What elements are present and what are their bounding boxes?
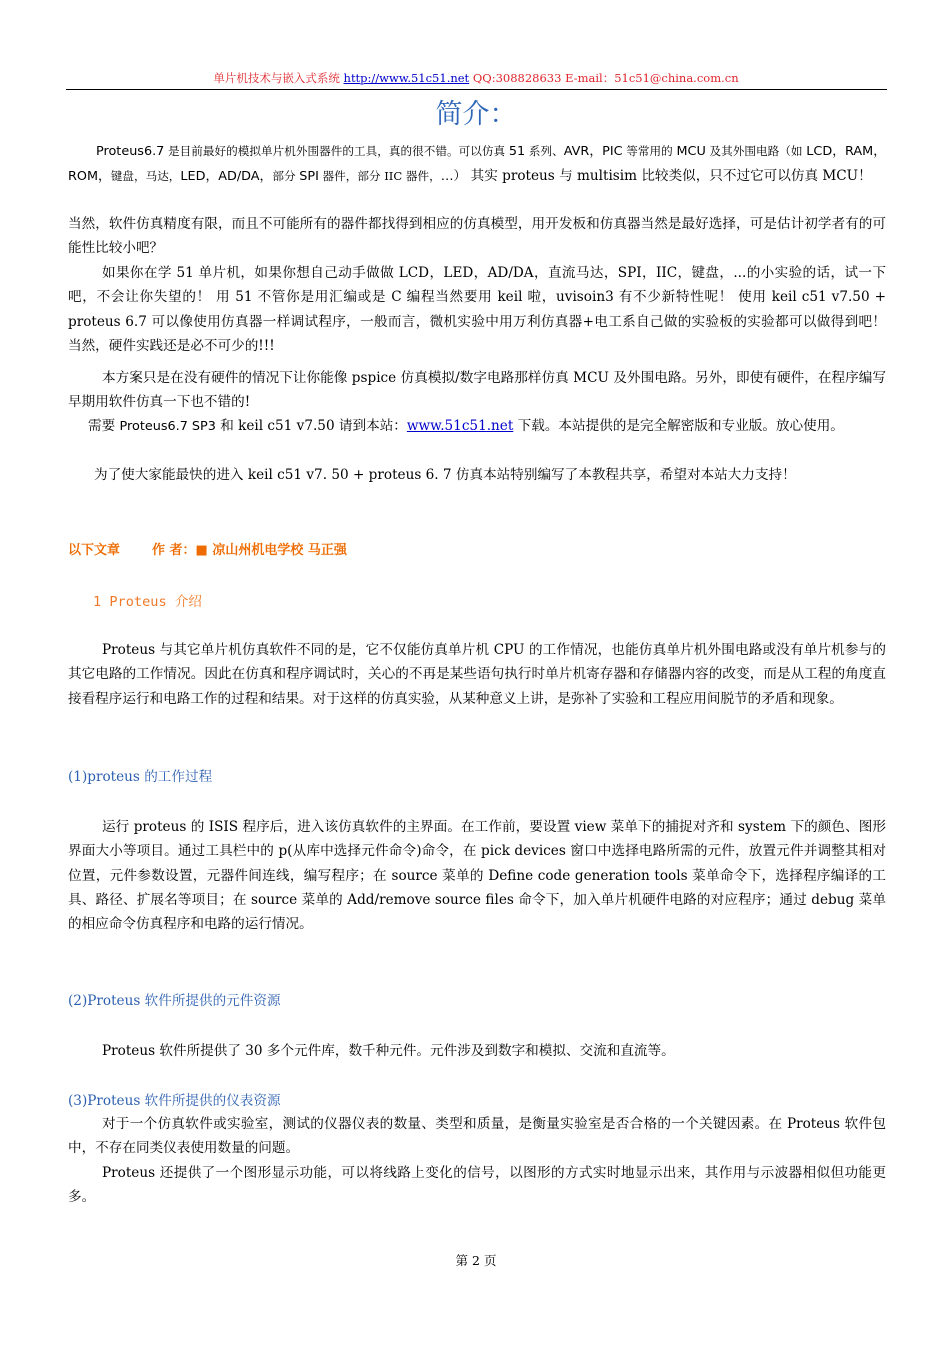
page-title: 简介： — [435, 99, 517, 130]
instrument-resources-body-2: Proteus 还提供了一个图形显示功能，可以将线路上变化的信号，以图形的方式实时地显示出来，其作用与示波器相似但功能更多。 — [68, 1165, 886, 1206]
subheading-working-process: (1)proteus 的工作过程 — [68, 769, 213, 785]
intro-paragraph-2: 当然，软件仿真精度有限，而且不可能所有的器件都找得到相应的仿真模型，用开发板和仿真器当然是最好选择，可是估计初学者有的可能性比较小吧？ — [68, 216, 886, 257]
page-number: 第 2 页 — [455, 1253, 497, 1268]
header-site-name: 单片机技术与嵌入式系统 — [213, 71, 344, 85]
intro-paragraph-6: 为了使大家能最快的进入 keil c51 v7. 50 + proteus 6. 7 仿真本站特别编写了本教程共享，希望对本站大力支持！ — [94, 467, 796, 483]
section-intro-body: Proteus 与其它单片机仿真软件不同的是，它不仅能仿真单片机 CPU 的工作情况，也能仿真单片机外围电路或没有单片机参与的其它电路的工作情况。因此在仿真和程序调试时，关心的不再是某些语句执行时单片机寄存器和存储器内容的改变，而是从工程的角度直接看程序运行和电路工作的过程和结果。对于这样的仿真实验，从某种意义上讲，是弥补了实验和工程应用间脱节的矛盾和现象。 — [68, 642, 886, 707]
intro-paragraph-1: Proteus6.7 是目前最好的模拟单片机外围器件的工具，真的很不错。可以仿真 51 系列、AVR，PIC 等常用的 MCU 及其外围电路（如 LCD，RAM，ROM，键盘，马达，LED，AD/DA，部分 SPI 器件，部分 IIC 器件，…） 其实 proteus 与 multisim 比较类似，只不过它可以仿真 MCU！ — [68, 144, 887, 185]
instrument-resources-body-1: 对于一个仿真软件或实验室，测试的仪器仪表的数量、类型和质量，是衡量实验室是否合格的一个关键因素。在 Proteus 软件包中，不存在同类仪表使用数量的问题。 — [68, 1116, 886, 1157]
download-link[interactable]: www.51c51.net — [406, 418, 514, 434]
page-header — [66, 70, 886, 86]
working-process-body: 运行 proteus 的 ISIS 程序后，进入该仿真软件的主界面。在工作前，要设置 view 菜单下的捕捉对齐和 system 下的颜色、图形界面大小等项目。通过工具栏中的 p(从库中选择元件命令)命令，在 pick devices 窗口中选择电路所需的元件，放置元件并调整其相对位置，元件参数设置，元器件间连线，编写程序；在 source 菜单的 Define code generation tools 菜单命令下，选择程序编译的工具、路径、扩展名等项目；在 source 菜单的 Add/remove source files 命令下，加入单片机硬件电路的对应程序；通过 debug 菜单的相应命令仿真程序和电路的运行情况。 — [68, 819, 886, 933]
subheading-instrument-resources: (3)Proteus 软件所提供的仪表资源 — [68, 1093, 281, 1109]
component-resources-body: Proteus 软件所提供了 30 多个元件库，数千种元件。元件涉及到数字和模拟、交流和直流等。 — [102, 1043, 675, 1059]
author-line — [68, 539, 347, 563]
author-byline: 作 者：■ 凉山州机电学校 马正强 — [152, 543, 347, 558]
header-contact: QQ:308828633 E-mail：51c51@china.com.cn — [469, 71, 739, 85]
intro-paragraph-4: 本方案只是在没有硬件的情况下让你能像 pspice 仿真模拟/数字电路那样仿真 MCU 及外围电路。另外，即使有硬件，在程序编写早期用软件仿真一下也不错的! — [68, 370, 886, 411]
intro-paragraph-5: 需要 Proteus6.7 SP3 和 keil c51 v7.50 请到本站：www.51c51.net 下载。本站提供的是完全解密版和专业版。放心使用。 — [88, 418, 844, 434]
header-url-link[interactable]: http://www.51c51.net — [343, 71, 470, 85]
section-heading-proteus-intro: 1 Proteus 介绍 — [93, 594, 203, 610]
header-divider — [66, 89, 887, 90]
author-label: 以下文章 — [68, 543, 121, 558]
subheading-component-resources: (2)Proteus 软件所提供的元件资源 — [68, 993, 281, 1009]
intro-paragraph-3: 如果你在学 51 单片机，如果你想自己动手做做 LCD，LED，AD/DA，直流马达，SPI，IIC，键盘，...的小实验的话，试一下吧，不会让你失望的！ 用 51 不管你是用汇编或是 C 编程当然要用 keil 啦，uvisoin3 有不少新特性呢！ 使用 keil c51 v7.50 + proteus 6.7 可以像使用仿真器一样调试程序，一般而言，微机实验中用万利仿真器+电工系自己做的实验板的实验都可以做得到吧！ 当然，硬件实践还是必不可少的!!! — [68, 265, 886, 354]
